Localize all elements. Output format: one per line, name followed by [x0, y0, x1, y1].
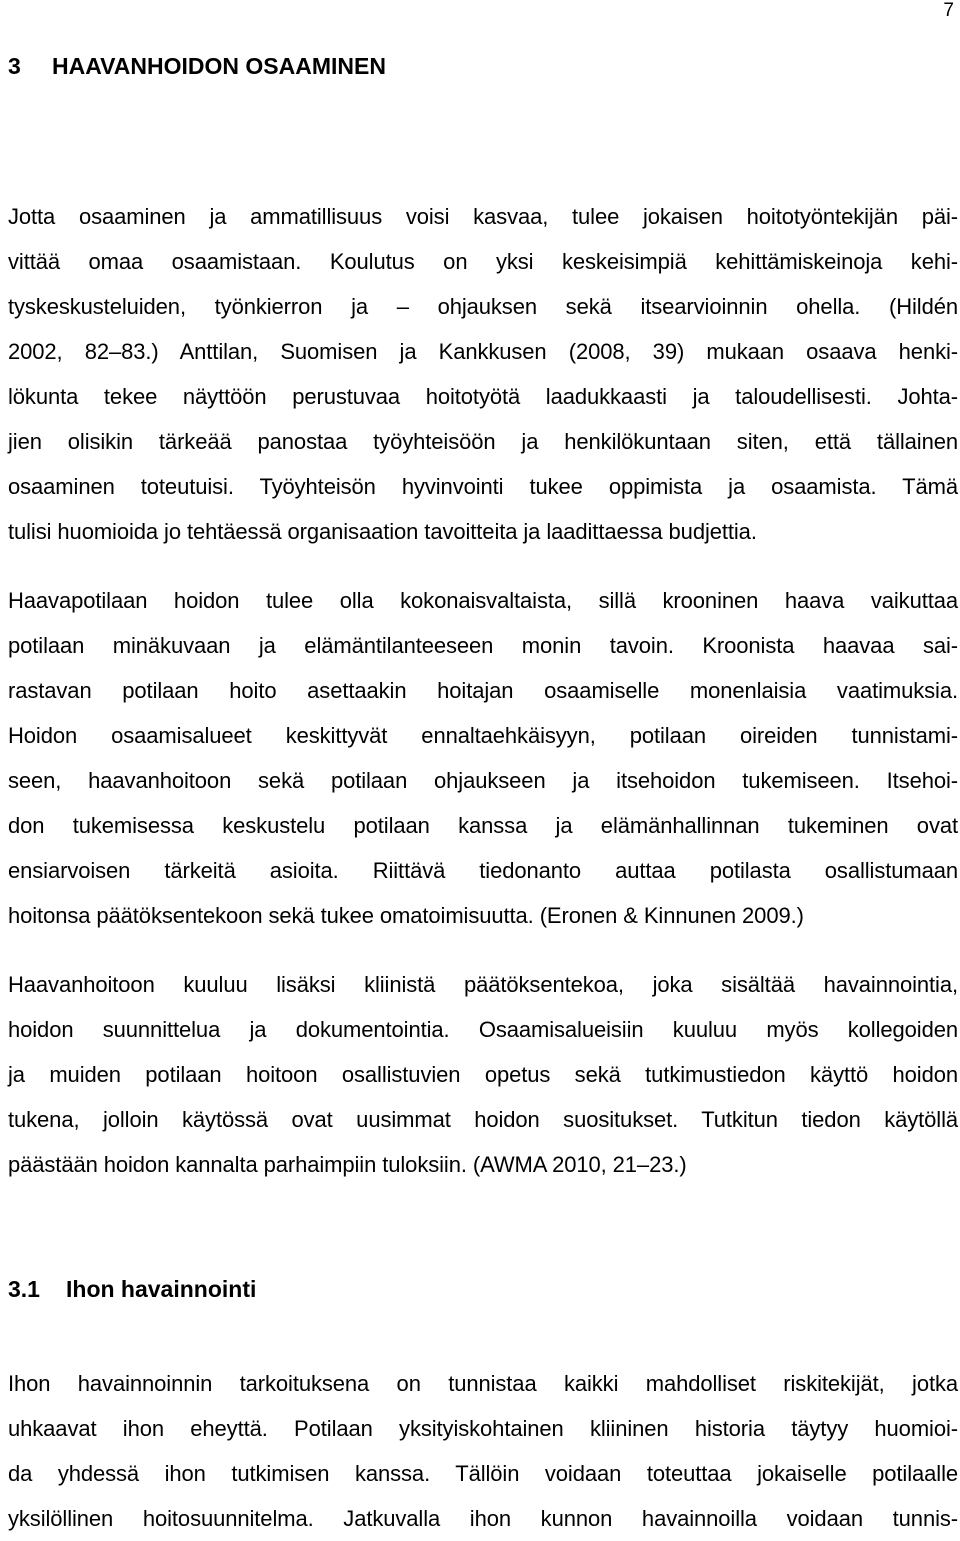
chapter-title: HAAVANHOIDON OSAAMINEN	[52, 53, 386, 79]
section-paragraph	[8, 1361, 958, 1541]
text-line: seen, haavanhoitoon sekä potilaan ohjaukseen ja itsehoidon tukemiseen. Itsehoi-	[8, 768, 958, 793]
text-line: lökunta tekee näyttöön perustuvaa hoitotyötä laadukkaasti ja taloudellisesti. Johta-	[8, 384, 958, 409]
section-number: 3.1	[8, 1276, 40, 1302]
text-line: osaaminen toteutuisi. Työyhteisön hyvinvointi tukee oppimista ja osaamista. Tämä	[8, 474, 958, 499]
chapter-number: 3	[8, 53, 21, 79]
text-line: Ihon havainnoinnin tarkoituksena on tunnistaa kaikki mahdolliset riskitekijät, jotka	[8, 1371, 958, 1396]
text-line: don tukemisessa keskustelu potilaan kanssa ja elämänhallinnan tukeminen ovat	[8, 813, 958, 838]
text-line: da yhdessä ihon tutkimisen kanssa. Tällöin voidaan toteuttaa jokaiselle potilaalle	[8, 1461, 958, 1486]
text-line: Hoidon osaamisalueet keskittyvät ennaltaehkäisyyn, potilaan oireiden tunnistami-	[8, 723, 958, 748]
text-line: ja muiden potilaan hoitoon osallistuvien opetus sekä tutkimustiedon käyttö hoidon	[8, 1062, 958, 1087]
text-line: päästään hoidon kannalta parhaimpiin tuloksiin. (AWMA 2010, 21–23.)	[8, 1152, 687, 1177]
section-heading	[8, 1275, 256, 1303]
text-line: ensiarvoisen tärkeitä asioita. Riittävä tiedonanto auttaa potilasta osallistumaan	[8, 858, 958, 883]
paragraph-1	[8, 194, 958, 554]
paragraph-3	[8, 962, 958, 1187]
text-line: jien olisikin tärkeää panostaa työyhteisöön ja henkilökuntaan siten, että tällainen	[8, 429, 958, 454]
text-line: Haavanhoitoon kuuluu lisäksi kliinistä päätöksentekoa, joka sisältää havainnointia,	[8, 972, 958, 997]
chapter-heading	[8, 52, 386, 80]
text-line: 2002, 82–83.) Anttilan, Suomisen ja Kankkusen (2008, 39) mukaan osaava henki-	[8, 339, 958, 364]
section-title: Ihon havainnointi	[66, 1276, 257, 1302]
page-number: 7	[943, 0, 954, 21]
text-line: potilaan minäkuvaan ja elämäntilanteeseen monin tavoin. Kroonista haavaa sai-	[8, 633, 958, 658]
text-line: yksilöllinen hoitosuunnitelma. Jatkuvalla ihon kunnon havainnoilla voidaan tunnis-	[8, 1506, 958, 1531]
text-line: tulisi huomioida jo tehtäessä organisaation tavoitteita ja laadittaessa budjettia.	[8, 519, 757, 544]
text-line: hoitonsa päätöksentekoon sekä tukee omatoimisuutta. (Eronen & Kinnunen 2009.)	[8, 903, 804, 928]
text-line: hoidon suunnittelua ja dokumentointia. Osaamisalueisiin kuuluu myös kollegoiden	[8, 1017, 958, 1042]
text-line: rastavan potilaan hoito asettaakin hoitajan osaamiselle monenlaisia vaatimuksia.	[8, 678, 958, 703]
paragraph-2	[8, 578, 958, 938]
text-line: vittää omaa osaamistaan. Koulutus on yksi keskeisimpiä kehittämiskeinoja kehi-	[8, 249, 958, 274]
text-line: tukena, jolloin käytössä ovat uusimmat hoidon suositukset. Tutkitun tiedon käytöllä	[8, 1107, 958, 1132]
text-line: Jotta osaaminen ja ammatillisuus voisi kasvaa, tulee jokaisen hoitotyöntekijän päi-	[8, 204, 958, 229]
text-line: uhkaavat ihon eheyttä. Potilaan yksityiskohtainen kliininen historia täytyy huomioi-	[8, 1416, 958, 1441]
text-line: Haavapotilaan hoidon tulee olla kokonaisvaltaista, sillä krooninen haava vaikuttaa	[8, 588, 958, 613]
text-line: tyskeskusteluiden, työnkierron ja – ohjauksen sekä itsearvioinnin ohella. (Hildén	[8, 294, 958, 319]
